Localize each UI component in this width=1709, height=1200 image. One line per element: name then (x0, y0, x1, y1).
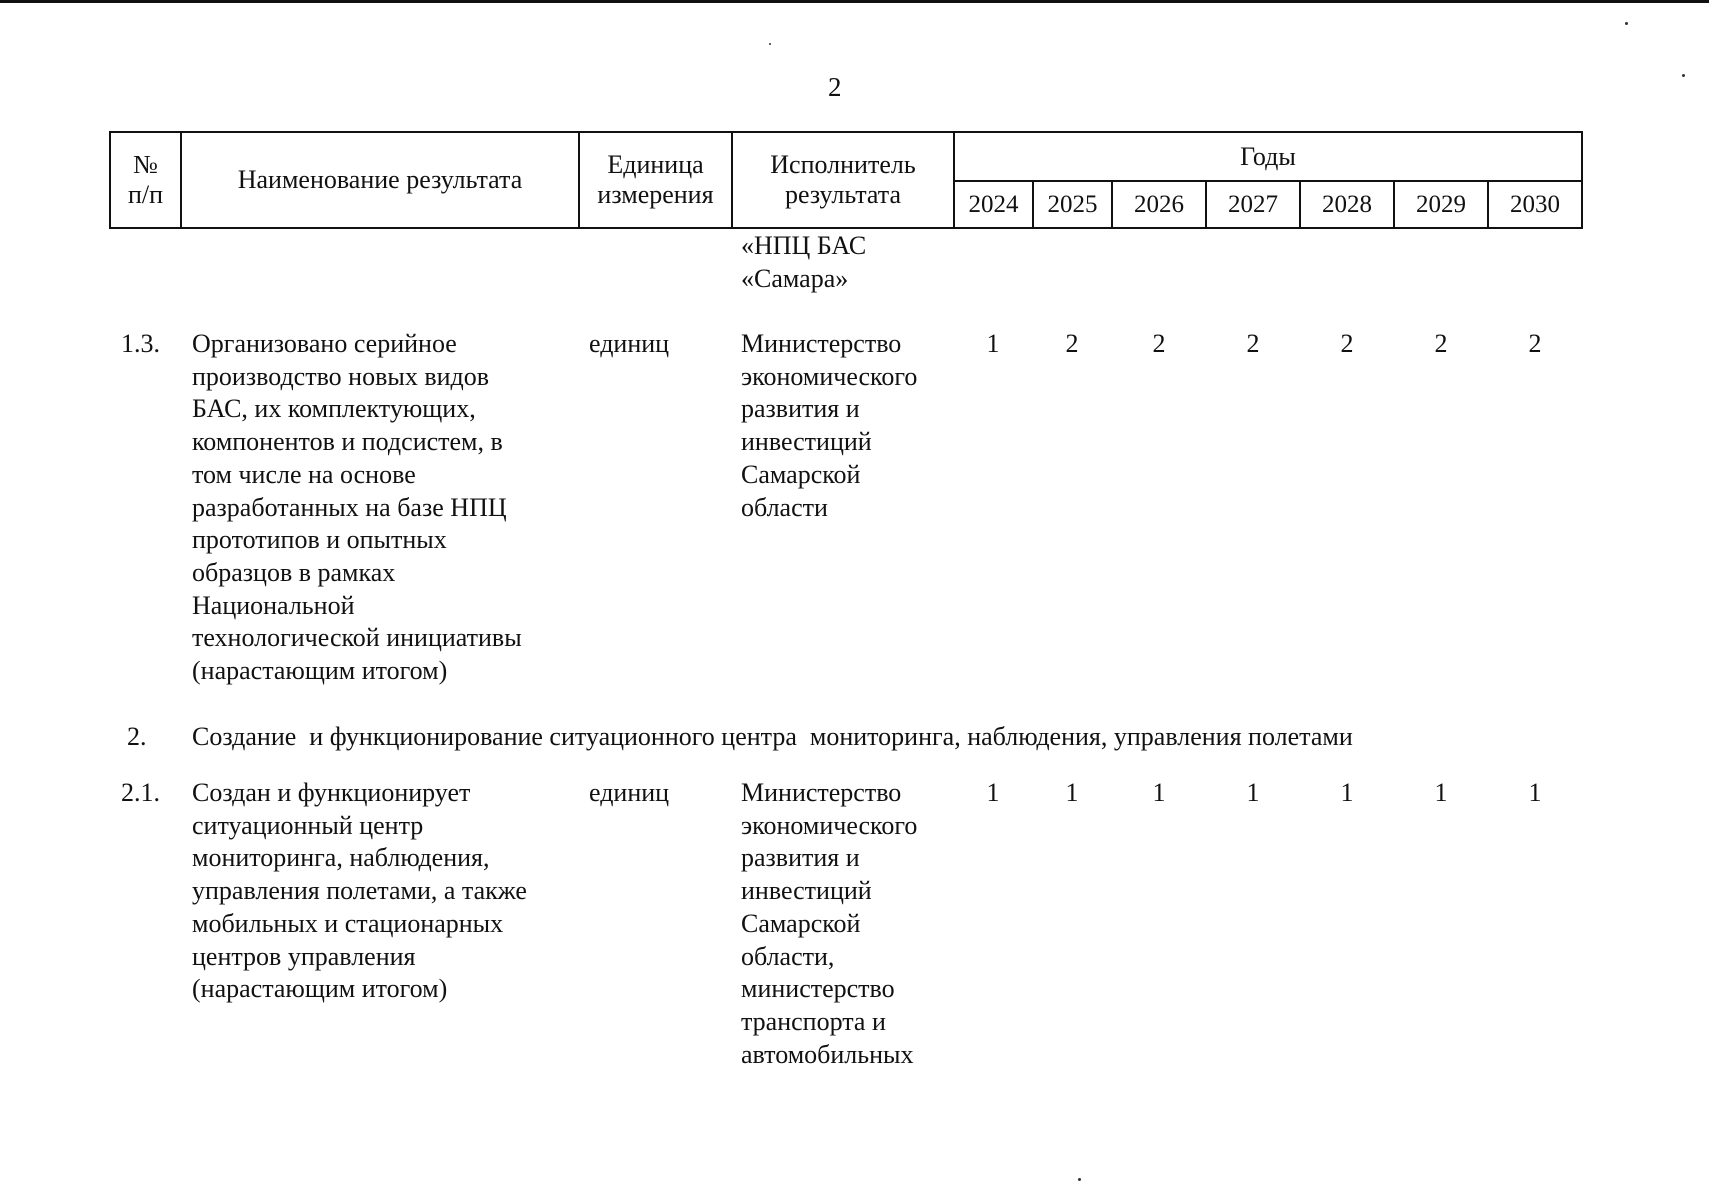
row-2-1-value-2029: 1 (1434, 778, 1448, 807)
continuation-executor (741, 230, 866, 295)
row-1-3-executor-line: Министерство (741, 329, 902, 358)
header-col-name: Наименование результата (181, 132, 579, 228)
row-2-1-value-2030: 1 (1528, 778, 1542, 807)
row-2-1-value-2024: 1 (986, 778, 1000, 807)
row-1-3-name-line: том числе на основе (192, 459, 416, 489)
row-2-1-number: 2.1. (121, 778, 160, 807)
row-1-3-value-2024: 1 (986, 329, 1000, 358)
header-executor-line-1: Исполнитель (770, 150, 916, 179)
header-col-years: Годы (954, 132, 1582, 181)
page-number: 2 (828, 72, 842, 102)
header-year-2028: 2028 (1300, 181, 1394, 228)
row-2-1-executor-line: автомобильных (741, 1039, 914, 1069)
row-1-3-name-line: Организовано серийное (192, 329, 457, 358)
row-1-3-name-line: (нарастающим итогом) (192, 656, 448, 686)
row-2-1-value-2027: 1 (1246, 778, 1260, 807)
header-number-line-1: № (133, 150, 158, 179)
row-1-3-value-2025: 2 (1065, 329, 1079, 358)
row-1-3-unit: единиц (589, 329, 670, 358)
header-year-2027: 2027 (1206, 181, 1300, 228)
header-number-line-2: п/п (127, 180, 164, 209)
row-2-1-name (192, 777, 527, 1006)
row-1-3-name-line: БАС, их комплектующих, (192, 394, 476, 424)
row-2-1-name-line: ситуационный центр (192, 810, 424, 840)
row-2-1-name-line: мониторинга, наблюдения, (192, 843, 490, 873)
row-2-1-name-line: управления полетами, а также (192, 876, 527, 906)
row-1-3-value-2030: 2 (1528, 329, 1542, 358)
scan-speck (769, 43, 771, 45)
scan-speck (1625, 22, 1628, 25)
top-border-line (0, 0, 1709, 3)
section-2-title: Создание и функционирование ситуационного центра мониторинга, наблюдения, управления полетами (192, 722, 1353, 751)
row-1-3-name-line: компонентов и подсистем, в (192, 427, 503, 457)
scan-speck (1682, 74, 1685, 77)
section-2-number: 2. (127, 722, 147, 751)
continuation-executor-line: «Самара» (741, 263, 849, 293)
results-table-header (109, 131, 1583, 229)
row-1-3-name-line: образцов в рамках (192, 557, 396, 587)
row-1-3-executor-line: инвестиций (741, 427, 872, 457)
row-2-1-executor-line: транспорта и (741, 1006, 886, 1036)
header-year-2026: 2026 (1112, 181, 1206, 228)
row-1-3-name-line: Национальной (192, 590, 355, 620)
row-1-3-value-2026: 2 (1152, 329, 1166, 358)
row-2-1-executor-line: министерство (741, 974, 895, 1004)
row-1-3-name (192, 328, 522, 688)
row-1-3-executor-line: экономического (741, 361, 918, 391)
row-1-3-value-2027: 2 (1246, 329, 1260, 358)
row-2-1-executor-line: инвестиций (741, 876, 872, 906)
continuation-executor-line: «НПЦ БАС (741, 231, 867, 260)
row-1-3-executor-line: Самарской (741, 459, 861, 489)
row-1-3-executor-line: области (741, 492, 828, 522)
row-1-3-value-2029: 2 (1434, 329, 1448, 358)
header-col-number (110, 132, 181, 228)
row-1-3-value-2028: 2 (1340, 329, 1354, 358)
row-2-1-executor-line: Самарской (741, 908, 861, 938)
row-2-1-name-line: мобильных и стационарных (192, 908, 504, 938)
header-col-unit (579, 132, 732, 228)
header-year-2025: 2025 (1033, 181, 1112, 228)
row-2-1-executor-line: Министерство (741, 778, 902, 807)
header-col-executor (732, 132, 954, 228)
row-1-3-number: 1.3. (121, 329, 160, 358)
row-2-1-executor-line: экономического (741, 810, 918, 840)
row-2-1-name-line: Создан и функционирует (192, 778, 471, 807)
header-year-2024: 2024 (954, 181, 1033, 228)
row-1-3-executor (741, 328, 917, 524)
row-2-1-executor-line: развития и (741, 843, 860, 873)
scan-speck (1078, 1178, 1081, 1181)
row-1-3-name-line: технологической инициативы (192, 623, 522, 653)
row-2-1-value-2026: 1 (1152, 778, 1166, 807)
row-2-1-value-2025: 1 (1065, 778, 1079, 807)
header-year-2030: 2030 (1488, 181, 1582, 228)
header-executor-line-2: результата (784, 180, 902, 209)
row-1-3-executor-line: развития и (741, 394, 860, 424)
row-1-3-name-line: разработанных на базе НПЦ (192, 492, 507, 522)
row-2-1-unit: единиц (589, 778, 670, 807)
header-year-2029: 2029 (1394, 181, 1488, 228)
row-2-1-executor (741, 777, 917, 1071)
header-unit-line-1: Единица (607, 150, 704, 179)
row-1-3-name-line: производство новых видов (192, 361, 490, 391)
header-unit-line-2: измерения (597, 180, 714, 209)
row-2-1-executor-line: области, (741, 941, 835, 971)
row-2-1-name-line: (нарастающим итогом) (192, 974, 448, 1004)
row-1-3-name-line: прототипов и опытных (192, 525, 447, 555)
row-2-1-value-2028: 1 (1340, 778, 1354, 807)
row-2-1-name-line: центров управления (192, 941, 416, 971)
